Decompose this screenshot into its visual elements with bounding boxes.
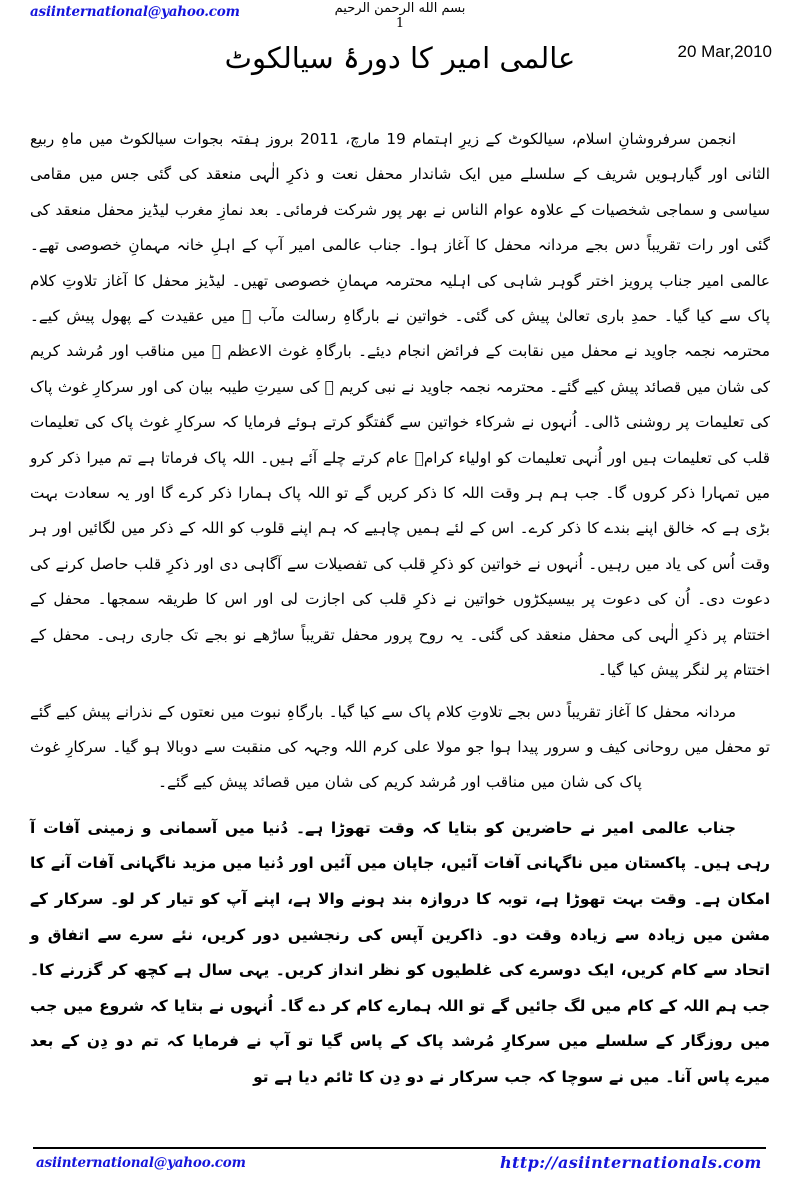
footer-email-address[interactable]: asiinternational@yahoo.com (36, 1155, 246, 1171)
page-number: 1 (395, 16, 405, 31)
page-header (0, 0, 800, 118)
paragraph-spacer (30, 801, 770, 811)
article-body (30, 122, 770, 1095)
bismillah-text: بسم الله الرحمن الرحيم (334, 1, 466, 16)
footer-divider (33, 1147, 766, 1149)
footer-website-url[interactable]: http://asiinternationals.com (500, 1153, 762, 1172)
page-footer (0, 1138, 800, 1200)
body-paragraph-emphasis: جناب عالمی امیر نے حاضرین کو بتایا کہ وقت تھوڑا ہے۔ دُنیا میں آسمانی و زمینی آفات آ رہی ہیں۔ پاکستان میں ناگہانی آفات آئیں، جاپان میں آئیں اور دُنیا میں مزید ناگہانی آفات آنے کا امکان ہے۔ وقت بہت تھوڑا ہے، توبہ کا دروازہ بند ہونے والا ہے، اپنے آپ کو تیار کر لو۔ سرکار کے مشن میں زیادہ سے زیادہ وقت دو۔ ذاکرین آپس کی رنجشیں دور کریں، نئے سرے سے اتفاق و اتحاد سے کام کریں، ایک دوسرے کی غلطیوں کو نظر انداز کریں۔ یہی سال ہے کچھ کر گزرنے کا۔ جب ہم اللہ کے کام میں لگ جائیں گے تو اللہ ہمارے کام کر دے گا۔ اُنہوں نے بتایا کہ شروع میں جب میں روزگار کے سلسلے میں سرکارِ مُرشد پاک کے پاس گیا تو آپ نے فرمایا کہ تم دو دِن کے بعد میرے پاس آنا۔ میں نے سوچا کہ جب سرکار نے دو دِن کا ٹائم دیا ہے تو (30, 818, 770, 1086)
header-email-address[interactable]: asiinternational@yahoo.com (30, 4, 240, 20)
publication-date: 20 Mar,2010 (677, 42, 772, 61)
body-paragraph: انجمن سرفروشانِ اسلام، سیالکوٹ کے زیرِ اہتمام 19 مارچ، 2011 بروز ہفتہ بجوات سیالکوٹ میں ماہِ ربیع الثانی اور گیارہویں شریف کے سلسلے میں ایک شاندار محفل نعت و ذکرِ الٰہی منعقد کی گئی جس میں مقامی سیاسی و سماجی شخصیات کے علاوہ عوام الناس نے بھر پور شرکت فرمائی۔ بعد نمازِ مغرب لیڈیز محفل منعقد کی گئی اور رات تقریباً دس بجے مردانہ محفل کا آغاز ہوا۔ جناب عالمی امیر آپ کے اہلِ خانہ مہمانِ خصوصی تھے۔ عالمی امیر جناب پرویز اختر گوہر شاہی کی اہلیہ محترمہ مہمانِ خصوصی تھیں۔ لیڈیز محفل کا آغاز تلاوتِ کلام پاک سے کیا گیا۔ حمدِ باری تعالیٰ پیش کی گئی۔ خواتین نے بارگاہِ رسالت مآب ﷺ میں عقیدت کے پھول پیش کیے۔ محترمہ نجمہ جاوید نے محفل میں نقابت کے فرائض انجام دیئے۔ بارگاہِ غوث الاعظم ؓ میں مناقب اور مُرشد کریم کی شان میں قصائد پیش کیے گئے۔ محترمہ نجمہ جاوید نے نبی کریم ﷺ کی سیرتِ طیبہ بیان کی اور سرکارِ غوث پاک کی تعلیمات پر روشنی ڈالی۔ اُنہوں نے شرکاء خواتین سے گفتگو کرتے ہوئے فرمایا کہ سرکارِ غوث پاک کی تعلیمات قلب کی تعلیمات ہیں اور اُنہی تعلیمات کو اولیاء کرامؒ عام کرتے چلے آئے ہیں۔ اللہ پاک فرماتا ہے تم میرا ذکر کرو میں تمہارا ذکر کروں گا۔ جب ہم ہر وقت اللہ کا ذکر کریں گے تو اللہ پاک ہمارا ذکر کرے گا اور یہ سعادت بہت بڑی ہے کہ خالق اپنے بندے کا ذکر کرے۔ اس کے لئے ہمیں چاہیے کہ ہم اپنے قلوب کو اللہ کے ذکر میں لگائیں اور ہر وقت اُس کی یاد میں رہیں۔ اُنہوں نے خواتین کو ذکرِ قلب کی تفصیلات سے آگاہی دی اور ذکرِ قلب حاصل کرنے کی دعوت دی۔ اُن کی دعوت پر بیسیکڑوں خواتین نے ذکرِ قلب کی اجازت لی اور اس کا طریقہ سمجھا۔ محفل کے اختتام پر ذکرِ الٰہی کی محفل منعقد کی گئی۔ یہ روح پرور محفل تقریباً ساڑھے نو بجے تک جاری رہی۔ محفل کے اختتام پر لنگر پیش کیا گیا۔ (30, 130, 770, 680)
body-paragraph: مردانہ محفل کا آغاز تقریباً دس بجے تلاوتِ کلام پاک سے کیا گیا۔ بارگاہِ نبوت میں نعتوں کے نذرانے پیش کیے گئے تو محفل میں روحانی کیف و سرور پیدا ہوا جو مولا علی کرم اللہ وجہہ کی منقبت سے دوبالا ہو گیا۔ سرکارِ غوث پاک کی شان میں مناقب اور مُرشد کریم کی شان میں قصائد پیش کیے گئے۔ (30, 702, 770, 792)
page-title: عالمی امیر کا دورۂ سیالکوٹ (224, 41, 576, 75)
